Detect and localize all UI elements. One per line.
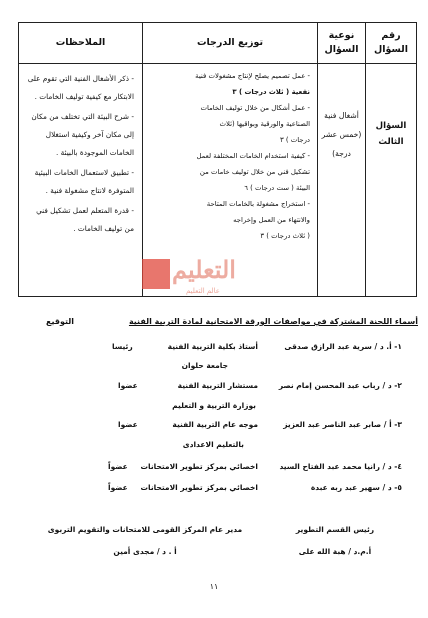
watermark-text: التعليم bbox=[172, 255, 236, 284]
signature-name: أ.م.د / هبة الله على bbox=[298, 547, 372, 556]
page-number: ١١ bbox=[209, 582, 219, 591]
question-number-cell: السؤال الثالث bbox=[366, 64, 417, 297]
member-title: اخصائي بمركز تطوير الامتحانات bbox=[140, 462, 258, 471]
member-name: ٣- أ / صابر عبد الناصر عبد العزيز bbox=[283, 420, 402, 429]
note-item: - ذكر الأشغال الفنية التي تقوم على الابتكار مع كيفية توليف الخامات . bbox=[27, 74, 134, 101]
question-type-cell: أشغال فنية (خمس عشر درجة) bbox=[318, 64, 366, 297]
member-name: ١- أ. د / سرية عبد الرازق صدقى bbox=[284, 342, 402, 351]
signature-header: التوقيع bbox=[46, 317, 74, 326]
grade-line: تشكيل فني من خلال توليف خامات من bbox=[199, 168, 310, 176]
member-title: أستاذ بكلية التربية الفنية bbox=[167, 342, 258, 351]
grade-line: والانتهاء من العمل وإخراجه bbox=[233, 216, 310, 224]
watermark-logo bbox=[142, 255, 284, 307]
member-title: مستشار التربية الفنية bbox=[177, 381, 258, 390]
committee-member bbox=[0, 483, 428, 497]
grade-line: نفعية ( ثلاث درجات ) ٣ bbox=[232, 88, 310, 96]
member-title-line2: جامعة حلوان bbox=[181, 361, 228, 370]
member-name: ٥- د / سهير عبد ربه عبدة bbox=[310, 483, 402, 492]
member-role: عضوا bbox=[118, 381, 138, 390]
grade-line: درجات ) ٣ bbox=[279, 136, 310, 144]
grade-line: - كيفية استخدام الخامات المختلفة لعمل bbox=[196, 152, 310, 160]
grade-line: - عمل أشكال من خلال توليف الخامات bbox=[200, 104, 310, 112]
member-title-line2: بالتعليم الاعدادى bbox=[182, 440, 244, 449]
member-role: عضواً bbox=[108, 462, 128, 471]
grade-line: - عمل تصميم يصلح لإنتاج مشغولات فنية bbox=[195, 72, 310, 80]
member-role: عضواً bbox=[108, 483, 128, 492]
grade-line: الصناعية والورقية وبواقيها (ثلاث bbox=[219, 120, 310, 128]
member-role: رئيسا bbox=[112, 342, 133, 351]
signature-name: أ . د / مجدى أمين bbox=[113, 547, 177, 556]
committee-member bbox=[0, 342, 428, 372]
committee-member bbox=[0, 381, 428, 411]
note-item: - شرح البيئة التي تختلف من مكان إلى مكان آخر وكيفية استغلال الخامات الموجودة بالبيئة . bbox=[31, 112, 134, 157]
header-grade-distribution: توزيع الدرجات bbox=[143, 23, 318, 64]
note-item: - قدرة المتعلم لعمل تشكيل فني من توليف الخامات . bbox=[36, 206, 134, 233]
signature-block-right bbox=[270, 519, 400, 563]
member-title: موجه عام التربية الفنية bbox=[172, 420, 258, 429]
signature-title: مدير عام المركز القومى للامتحانات والتقويم التربوى bbox=[47, 525, 243, 534]
watermark-box-icon bbox=[142, 259, 170, 289]
committee-title: أسماء اللجنة المشتركة في مواصفات الورقة الامتحانية لمادة التربية الفنية bbox=[128, 317, 418, 326]
header-notes: الملاحظات bbox=[19, 23, 143, 64]
header-question-type: نوعية السؤال bbox=[318, 23, 366, 64]
signature-title: رئيس القسم التطوير bbox=[295, 525, 375, 534]
signature-block-left bbox=[30, 519, 260, 563]
notes-cell bbox=[19, 64, 143, 297]
member-name: ٤- د / رانيا محمد عبد الفتاح السيد bbox=[279, 462, 402, 471]
grade-line: - استخراج مشغولة بالخامات المتاحة bbox=[206, 200, 310, 208]
committee-member bbox=[0, 462, 428, 476]
header-question-number: رقم السؤال bbox=[366, 23, 417, 64]
committee-member bbox=[0, 420, 428, 450]
note-item: - تطبيق لاستعمال الخامات البيئية المتوفرة لانتاج مشغولة فنية . bbox=[34, 168, 134, 195]
table-header-row bbox=[19, 23, 417, 64]
member-title: اخصائي بمركز تطوير الامتحانات bbox=[140, 483, 258, 492]
grade-line: البيئة ( ست درجات ) ٦ bbox=[244, 184, 310, 192]
grade-line: ( ثلاث درجات ) ٣ bbox=[260, 232, 310, 240]
member-role: عضوا bbox=[118, 420, 138, 429]
member-name: ٢- د / رباب عبد المحسن إمام نصر bbox=[278, 381, 402, 390]
watermark-subtext: عالم التعليم bbox=[186, 287, 220, 295]
member-title-line2: بوزارة التربية و التعليم bbox=[172, 401, 256, 410]
